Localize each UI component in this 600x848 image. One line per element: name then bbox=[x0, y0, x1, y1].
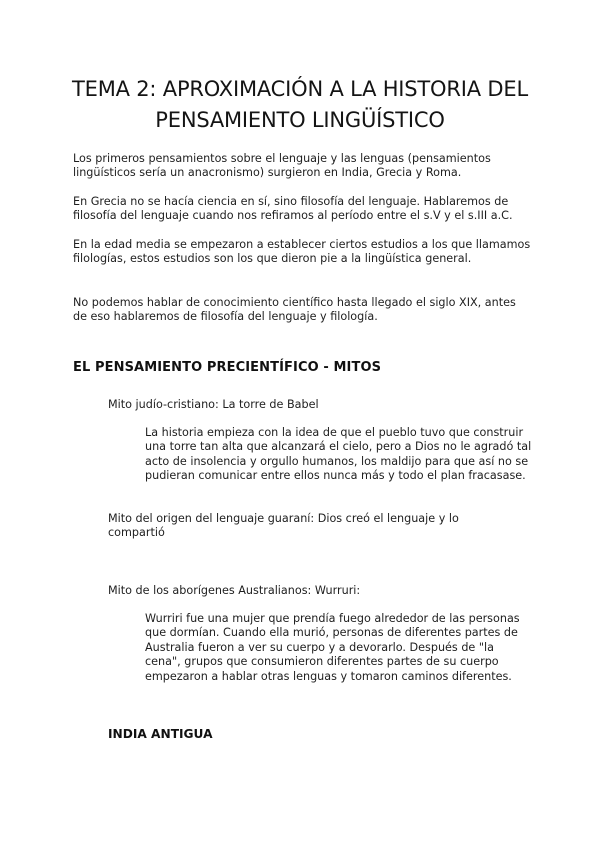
myth-title-wurruri: Mito de los aborígenes Australianos: Wurruri: bbox=[108, 584, 361, 597]
intro-paragraph-1: Los primeros pensamientos sobre el lenguaje y las lenguas (pensamientos lingüísticos sería un anacronismo) surgieron en India, Grecia y Roma. bbox=[73, 152, 491, 180]
myth-title-babel: Mito judío-cristiano: La torre de Babel bbox=[108, 398, 319, 411]
section-heading-india: INDIA ANTIGUA bbox=[108, 727, 213, 741]
myth-title-guarani: Mito del origen del lenguaje guaraní: Dios creó el lenguaje y lo compartió bbox=[108, 512, 459, 540]
section-heading-precientifico: EL PENSAMIENTO PRECIENTÍFICO - MITOS bbox=[73, 360, 382, 375]
intro-paragraph-4: No podemos hablar de conocimiento científico hasta llegado el siglo XIX, antes de eso hablaremos de filosofía del lenguaje y filología. bbox=[73, 296, 516, 324]
intro-paragraph-3: En la edad media se empezaron a establecer ciertos estudios a los que llamamos filologías, estos estudios son los que dieron pie a la lingüística general. bbox=[73, 238, 531, 266]
myth-body-babel: La historia empieza con la idea de que el pueblo tuvo que construir una torre tan alta que alcanzará el cielo, pero a Dios no le agradó tal acto de insolencia y orgullo humanos, los maldijo para que así no se pudieran comunicar entre ellos nunca más y todo el plan fracasase. bbox=[145, 426, 532, 483]
intro-paragraph-2: En Grecia no se hacía ciencia en sí, sino filosofía del lenguaje. Hablaremos de filosofía del lenguaje cuando nos refiramos al período entre el s.V y el s.III a.C. bbox=[73, 195, 513, 223]
myth-body-wurruri: Wurriri fue una mujer que prendía fuego alrededor de las personas que dormían. Cuando ella murió, personas de diferentes partes de Australia fueron a ver su cuerpo y a devorarlo. Después de "la cena", grupos que consumieron diferentes partes de su cuerpo empezaron a hablar otras lenguas y tomaron caminos diferentes. bbox=[145, 612, 520, 683]
document-title: TEMA 2: APROXIMACIÓN A LA HISTORIA DEL PENSAMIENTO LINGÜÍSTICO bbox=[72, 77, 528, 132]
